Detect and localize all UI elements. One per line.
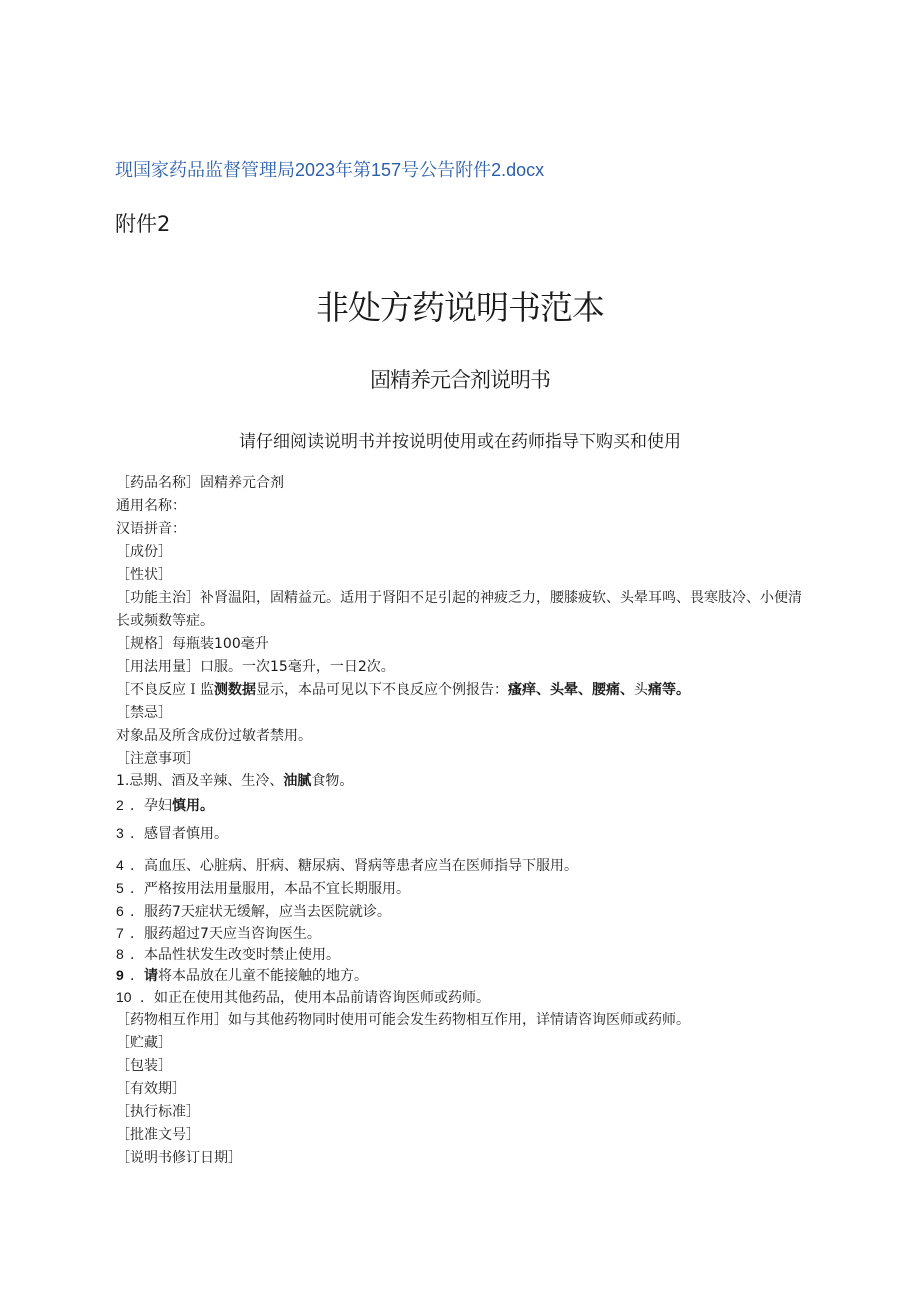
precaution-item-2: 2 ．孕妇慎用。	[116, 794, 806, 817]
field-storage: ［贮藏］	[116, 1035, 172, 1051]
field-generic-name: 通用名称：	[116, 498, 186, 514]
field-ingredients: ［成份］	[116, 544, 172, 560]
adverse-mid-2: 头	[634, 682, 648, 698]
adverse-bold-1: 测数据	[214, 682, 256, 698]
field-dosage: ［用法用量］口服。一次15毫升，一日2次。	[116, 659, 395, 675]
precaution-item-5: 5 ．严格按用法用量服用，本品不宜长期服用。	[116, 877, 806, 900]
precaution-number: 8	[116, 946, 124, 962]
filename-link[interactable]: 现国家药品监督管理局2023年第157号公告附件2.docx	[115, 160, 545, 180]
field-properties: ［性状］	[116, 567, 172, 583]
precaution-number: 2	[116, 797, 124, 813]
precaution-item-3: 3 ．感冒者慎用。	[116, 822, 806, 845]
precaution-number: 6	[116, 903, 124, 919]
document-subtitle: 固精养元合剂说明书	[370, 368, 550, 392]
precaution-number: 5	[116, 880, 124, 896]
precaution-item-7: 7 ．服药超过7天应当咨询医生。	[116, 925, 321, 942]
field-contraindications-text: 对象品及所含成份过敏者禁用。	[116, 728, 312, 744]
precaution-number: 3	[116, 825, 124, 841]
precaution-number: 10	[116, 989, 132, 1005]
precaution-number: 9	[116, 967, 124, 983]
adverse-bold-3: 痛等。	[648, 682, 690, 698]
precaution-item-1: 1.忌期、酒及辛辣、生冷、油腻食物。	[116, 773, 354, 789]
field-packaging: ［包装］	[116, 1058, 172, 1074]
field-revision-date: ［说明书修订日期］	[116, 1150, 242, 1166]
precaution-item-6: 6 ．服药7天症状无缓解，应当去医院就诊。	[116, 900, 806, 923]
field-interactions: ［药物相互作用］如与其他药物同时使用可能会发生药物相互作用，详情请咨询医师或药师。	[116, 1012, 690, 1028]
adverse-mid: 显示，本品可见以下不良反应个例报告：	[256, 682, 508, 698]
precaution-number: 4	[116, 857, 124, 873]
field-adverse-reactions	[116, 679, 806, 702]
attachment-label: 附件2	[115, 212, 171, 236]
field-precautions: ［注意事项］	[116, 751, 200, 767]
field-indications: ［功能主治］补肾温阳，固精益元。适用于肾阳不足引起的神疲乏力，腰膝疲软、头晕耳鸣、畏寒肢冷、小便清长或频数等症。	[116, 590, 802, 629]
precaution-item-8: 8 ．本品性状发生改变时禁止使用。	[116, 946, 340, 963]
precaution-number: 1.	[116, 773, 130, 789]
field-specification: ［规格］每瓶装100毫升	[116, 636, 269, 652]
field-validity: ［有效期］	[116, 1081, 186, 1097]
adverse-prefix: ［不良反应Ｉ监	[116, 682, 214, 698]
adverse-bold-2: 瘙痒、头晕、腰痛、	[508, 682, 634, 698]
page-title: 非处方药说明书范本	[316, 288, 604, 327]
field-contraindications: ［禁忌］	[116, 705, 172, 721]
field-standard: ［执行标准］	[116, 1104, 200, 1120]
precaution-number: 7	[116, 925, 124, 941]
leaflet-body	[116, 472, 806, 1170]
field-drug-name: ［药品名称］固精养元合剂	[116, 475, 284, 491]
field-pinyin: 汉语拼音：	[116, 521, 186, 537]
precaution-item-10: 10 ．如正在使用其他药品，使用本品前请咨询医师或药师。	[116, 986, 806, 1009]
precaution-item-4: 4 ．高血压、心脏病、肝病、糖尿病、肾病等患者应当在医师指导下服用。	[116, 854, 806, 877]
field-approval-number: ［批准文号］	[116, 1127, 200, 1143]
reading-notice: 请仔细阅读说明书并按说明使用或在药师指导下购买和使用	[239, 432, 681, 452]
precaution-item-9: 9 ．请将本品放在儿童不能接触的地方。	[116, 967, 368, 984]
